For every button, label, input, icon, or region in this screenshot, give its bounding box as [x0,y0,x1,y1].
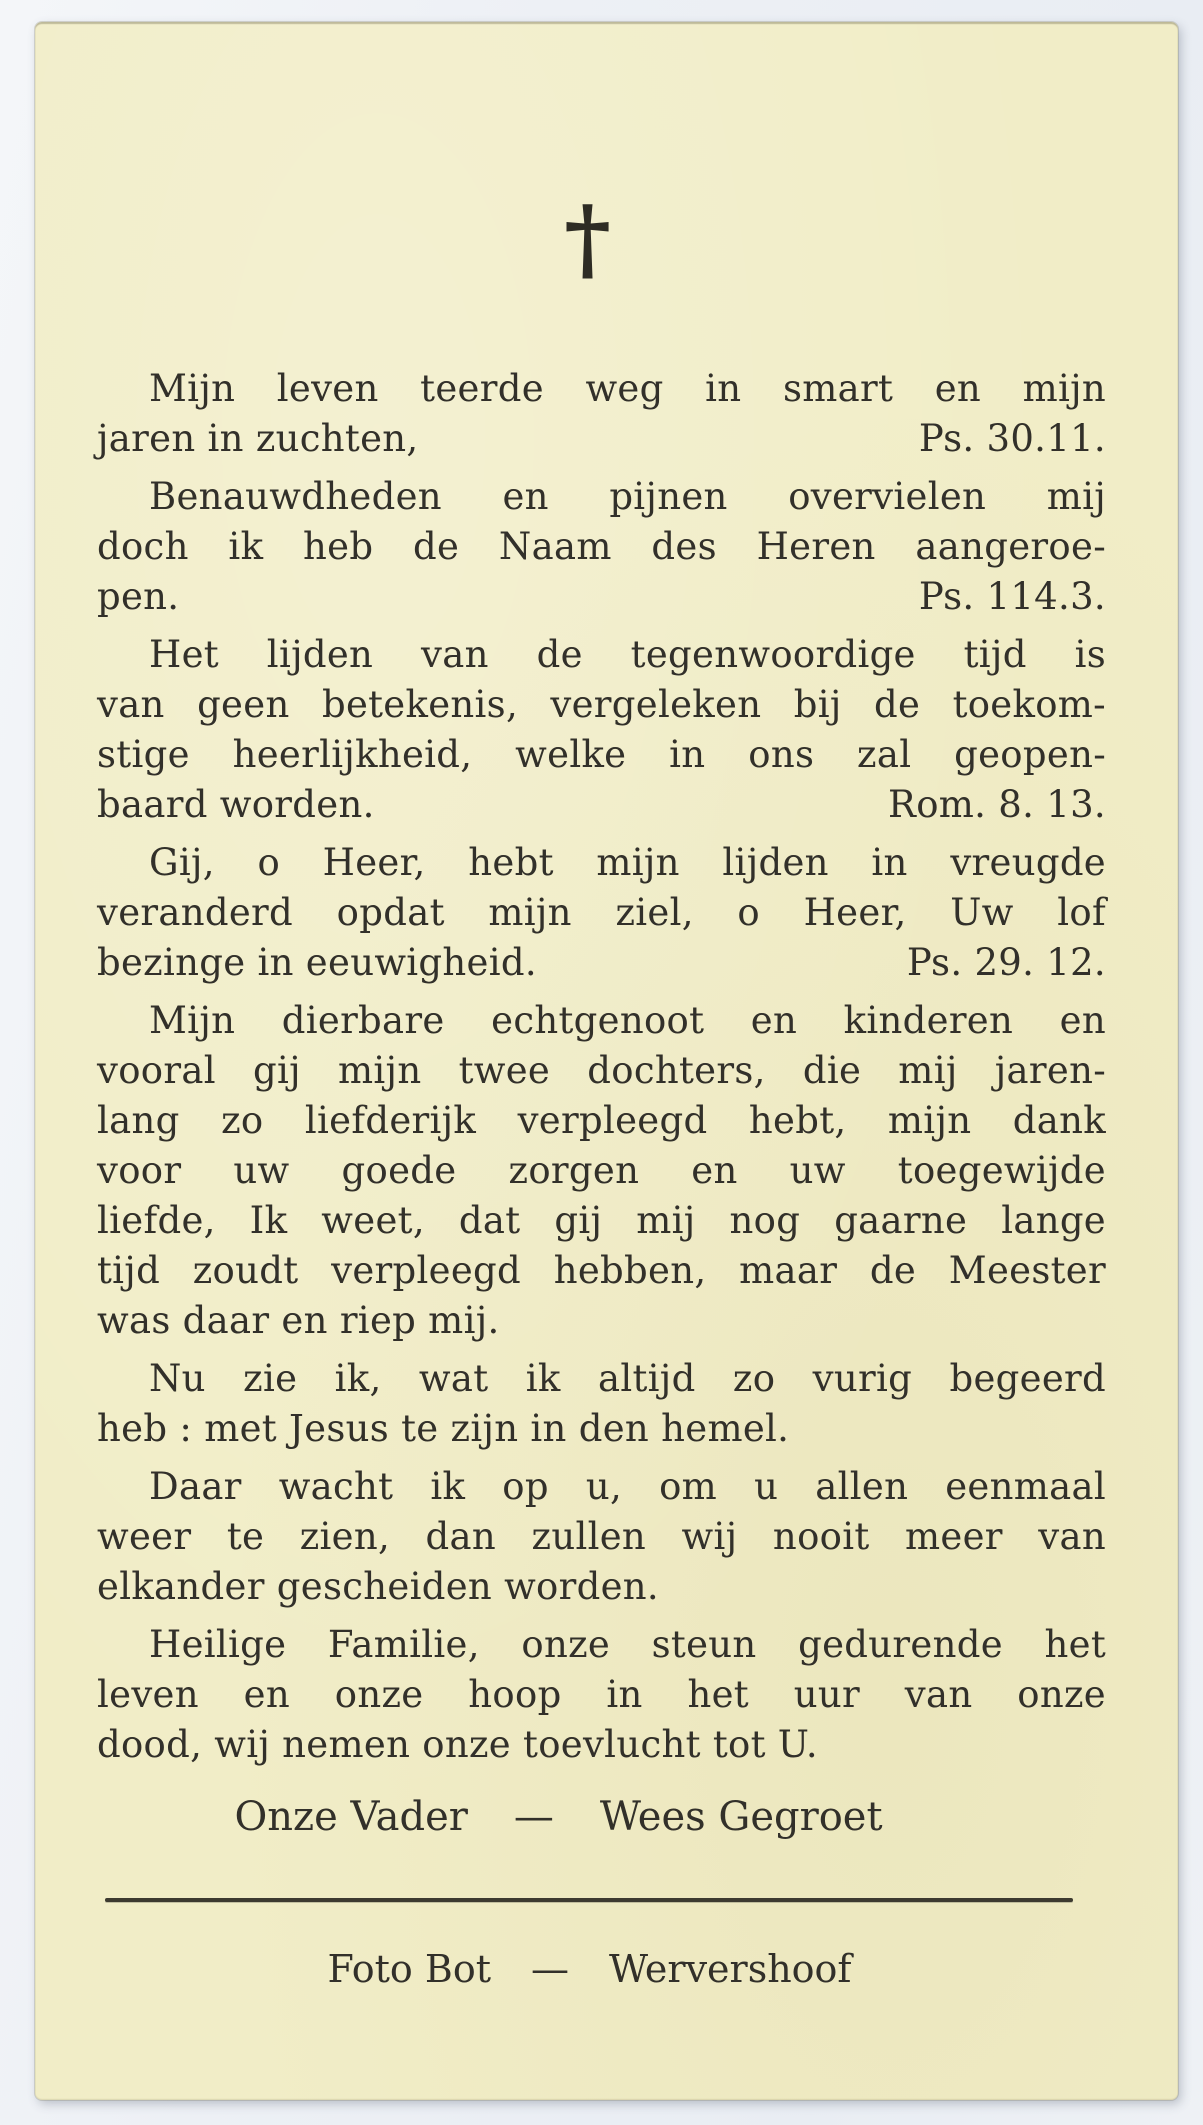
text-line [97,938,1106,988]
text-line: lang zo liefderijk verpleegd hebt, mijn dank [97,1099,1106,1142]
paragraph [97,1354,1106,1454]
dash-icon: — [513,1794,554,1840]
paragraph-last-text: dood, wij nemen onze toevlucht tot U. [97,1723,818,1766]
text-line [97,572,1106,622]
paragraph-last-text: elkander gescheiden worden. [97,1565,659,1608]
scripture-reference: Ps. 29. 12. [906,941,1106,984]
text-line: voor uw goede zorgen en uw toegewijde [97,1149,1106,1192]
text-line: veranderd opdat mijn ziel, o Heer, Uw lof [97,891,1106,934]
paragraph-last-text: was daar en riep mij. [97,1299,500,1342]
paragraph [97,1620,1106,1770]
dash-icon: — [530,1947,569,1991]
prayer-right: Wees Gegroet [599,1794,883,1840]
text-line: Daar wacht ik op u, om u allen eenmaal [149,1465,1106,1508]
scripture-reference: Ps. 30.11. [918,417,1106,460]
paragraph-last-text: pen. [97,575,180,618]
paragraph [97,472,1106,622]
text-line: stige heerlijkheid, welke in ons zal geopen- [97,733,1106,776]
text-line: doch ik heb de Naam des Heren aangeroe- [97,525,1106,568]
paragraph [97,364,1106,464]
paragraph [97,838,1106,988]
imprint-left: Foto Bot [327,1947,491,1991]
text-line: Mijn leven teerde weg in smart en mijn [149,367,1106,410]
divider-rule [105,1898,1073,1902]
prayer-line [0,1792,1130,1842]
text-line: Benauwdheden en pijnen overvielen mij [149,475,1106,518]
text-line: Gij, o Heer, hebt mijn lijden in vreugde [149,841,1106,884]
text-line [97,1720,1106,1770]
text-line: vooral gij mijn twee dochters, die mij jaren- [97,1049,1106,1092]
text-line: leven en onze hoop in het uur van onze [97,1673,1106,1716]
paragraph-last-text: bezinge in eeuwigheid. [97,941,537,984]
text-line [97,1296,1106,1346]
paragraph [97,1462,1106,1612]
scripture-reference: Rom. 8. 13. [888,783,1106,826]
prayer-left: Onze Vader [234,1794,468,1840]
paragraph-last-text: baard worden. [97,783,375,826]
paragraph [97,630,1106,830]
text-line: liefde, Ik weet, dat gij mij nog gaarne lange [97,1199,1106,1242]
paragraph-list [97,364,1106,1770]
paragraph [97,996,1106,1346]
text-line: Het lijden van de tegenwoordige tijd is [149,633,1106,676]
imprint-right: Wervershoof [608,1947,852,1991]
paragraph-last-text: heb : met Jesus te zijn in den hemel. [97,1407,790,1450]
text-line [97,1404,1106,1454]
text-line: weer te zien, dan zullen wij nooit meer van [97,1515,1106,1558]
text-line [97,780,1106,830]
scripture-reference: Ps. 114.3. [918,575,1106,618]
text-line: Heilige Familie, onze steun gedurende het [149,1623,1106,1666]
text-line: van geen betekenis, vergeleken bij de toekom- [97,683,1106,726]
cross-icon: † [563,186,612,292]
text-line [97,1562,1106,1612]
photographer-imprint [18,1944,1161,1994]
paragraph-last-text: jaren in zuchten, [97,417,419,460]
text-line: Nu zie ik, wat ik altijd zo vurig begeerd [149,1357,1106,1400]
memorial-card [35,22,1178,2100]
text-line [97,414,1106,464]
text-line: tijd zoudt verpleegd hebben, maar de Meester [97,1249,1106,1292]
text-line: Mijn dierbare echtgenoot en kinderen en [149,999,1106,1042]
